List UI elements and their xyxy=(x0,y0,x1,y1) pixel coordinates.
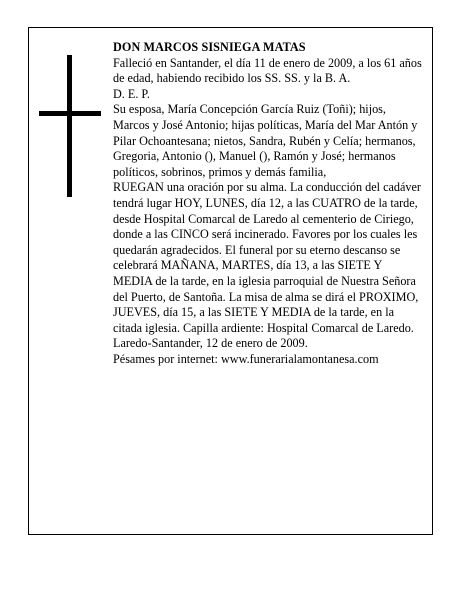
family-list: Su esposa, María Concepción García Ruiz (Toñi); hijos, Marcos y José Antonio; hijas políticas, María del Mar Antón y Pilar Ochoantesana; nietos, Sandra, Rubén y Celía; hermanos, Gregoria, Antonio (), Manuel (), Ramón y José; hermanos políticos, sobrinos, primos y demás familia, xyxy=(113,102,418,179)
obituary-notice xyxy=(28,27,433,535)
deceased-name: DON MARCOS SISNIEGA MATAS xyxy=(113,40,306,54)
condolences-web: Pésames por internet: www.funerarialamontanesa.com xyxy=(113,351,379,366)
death-statement: Falleció en Santander, el día 11 de enero de 2009, a los 61 años de edad, habiendo recibido los SS. SS. y la B. A. xyxy=(113,55,422,86)
cross-vertical-bar xyxy=(67,55,72,197)
rest-in-peace: D. E. P. xyxy=(113,86,150,101)
place-date: Laredo-Santander, 12 de enero de 2009. xyxy=(113,336,308,351)
funeral-details: RUEGAN una oración por su alma. La conducción del cadáver tendrá lugar HOY, LUNES, día 12, a las CUATRO de la tarde, desde Hospital Comarcal de Laredo al cementerio de Ciriego, donde a las CINCO será incinerado. Favores por los cuales les quedarán agradecidos. El funeral por su eterno descanso se celebrará MAÑANA, MARTES, día 13, a las SIETE Y MEDIA de la tarde, en la iglesia parroquial de Nuestra Señora del Puerto, de Santoña. La misa de alma se dirá el PROXIMO, JUEVES, día 15, a las SIETE Y MEDIA de la tarde, en la citada iglesia. Capilla ardiente: Hospital Comarcal de Laredo. xyxy=(113,180,421,335)
notice-text xyxy=(113,40,423,367)
cross-horizontal-bar xyxy=(39,111,101,116)
latin-cross-icon xyxy=(39,55,101,197)
